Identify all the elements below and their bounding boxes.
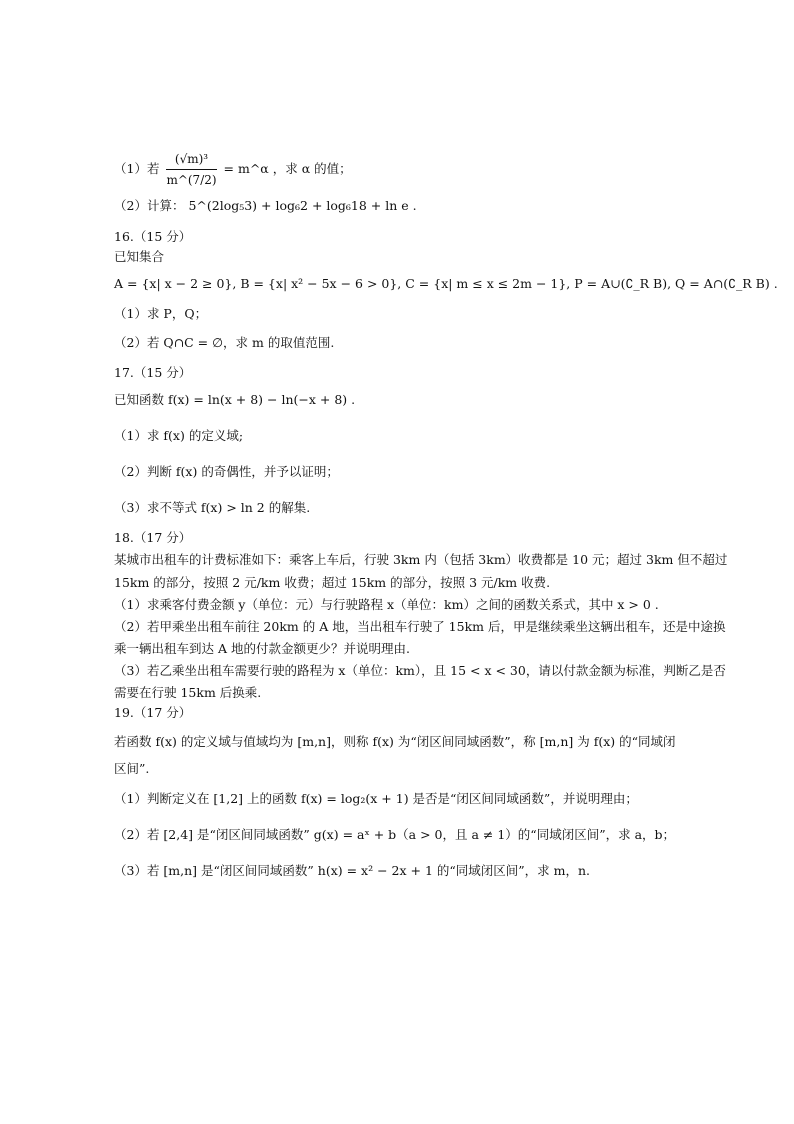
q16-sets: A = {x| x − 2 ≥ 0}, B = {x| x² − 5x − 6 > 0}, C = {x| m ≤ x ≤ 2m − 1}, P = A∪(∁_R B), Q = A∩(∁_R B) . <box>114 276 778 291</box>
q15-fraction <box>166 150 216 189</box>
q15-fraction-numerator: (√m)³ <box>166 150 216 170</box>
q17-part1: （1）求 f(x) 的定义域; <box>114 428 244 443</box>
q18-header: 18.（17 分） <box>114 530 192 545</box>
q17-part2: （2）判断 f(x) 的奇偶性，并予以证明； <box>114 464 339 479</box>
q15-part1-equation: = m^α <box>223 161 269 176</box>
q17-header: 17.（15 分） <box>114 365 192 380</box>
q19-intro-line1: 若函数 f(x) 的定义域与值域均为 [m,n]，则称 f(x) 为“闭区间同域函数”，称 [m,n] 为 f(x) 的“同域闭 <box>114 734 676 749</box>
q15-part2-label: （2）计算： <box>114 198 185 213</box>
q15-part2 <box>114 197 417 215</box>
q19-part3: （3）若 [m,n] 是“闭区间同域函数” h(x) = x² − 2x + 1 的“同域闭区间”，求 m，n. <box>114 863 591 878</box>
q15-part1-tail: ，求 α 的值； <box>272 161 352 176</box>
q16-intro: 已知集合 <box>114 249 165 264</box>
q18-intro-line1: 某城市出租车的计费标准如下：乘客上车后，行驶 3km 内（包括 3km）收费都是 10 元；超过 3km 但不超过 <box>114 552 728 567</box>
q18-intro-line2: 15km 的部分，按照 2 元/km 收费；超过 15km 的部分，按照 3 元/km 收费. <box>114 575 551 590</box>
q16-part2: （2）若 Q∩C = ∅，求 m 的取值范围. <box>114 335 335 350</box>
q15-part1-label: （1）若 <box>114 161 160 176</box>
q19-header: 19.（17 分） <box>114 705 192 720</box>
q19-part1: （1）判断定义在 [1,2] 上的函数 f(x) = log₂(x + 1) 是否是“闭区间同域函数”，并说明理由； <box>114 791 638 806</box>
q18-part2-line2: 乘一辆出租车到达 A 地的付款金额更少？并说明理由. <box>114 641 410 656</box>
q18-part3-line1: （3）若乙乘坐出租车需要行驶的路程为 x（单位：km），且 15 < x < 30，请以付款金额为标准，判断乙是否 <box>114 663 726 678</box>
q19-intro-line2: 区间”. <box>114 761 150 776</box>
q18-part1: （1）求乘客付费金额 y（单位：元）与行驶路程 x（单位：km）之间的函数关系式，其中 x > 0 . <box>114 597 659 612</box>
q17-intro: 已知函数 f(x) = ln(x + 8) − ln(−x + 8) . <box>114 392 356 407</box>
q17-part3: （3）求不等式 f(x) > ln 2 的解集. <box>114 500 311 515</box>
q15-part1 <box>114 150 352 189</box>
q18-part2-line1: （2）若甲乘坐出租车前往 20km 的 A 地，当出租车行驶了 15km 后，甲是继续乘坐这辆出租车，还是中途换 <box>114 619 726 634</box>
q15-part2-expression: 5^(2log₅3) + log₆2 + log₆18 + ln e . <box>188 198 417 213</box>
q19-part2: （2）若 [2,4] 是“闭区间同域函数” g(x) = aˣ + b（a > 0，且 a ≠ 1）的“同域闭区间”，求 a，b； <box>114 827 676 842</box>
q16-part1: （1）求 P，Q； <box>114 306 208 321</box>
q16-header: 16.（15 分） <box>114 229 192 244</box>
q15-fraction-denominator: m^(7/2) <box>166 173 217 187</box>
q18-part3-line2: 需要在行驶 15km 后换乘. <box>114 685 262 700</box>
